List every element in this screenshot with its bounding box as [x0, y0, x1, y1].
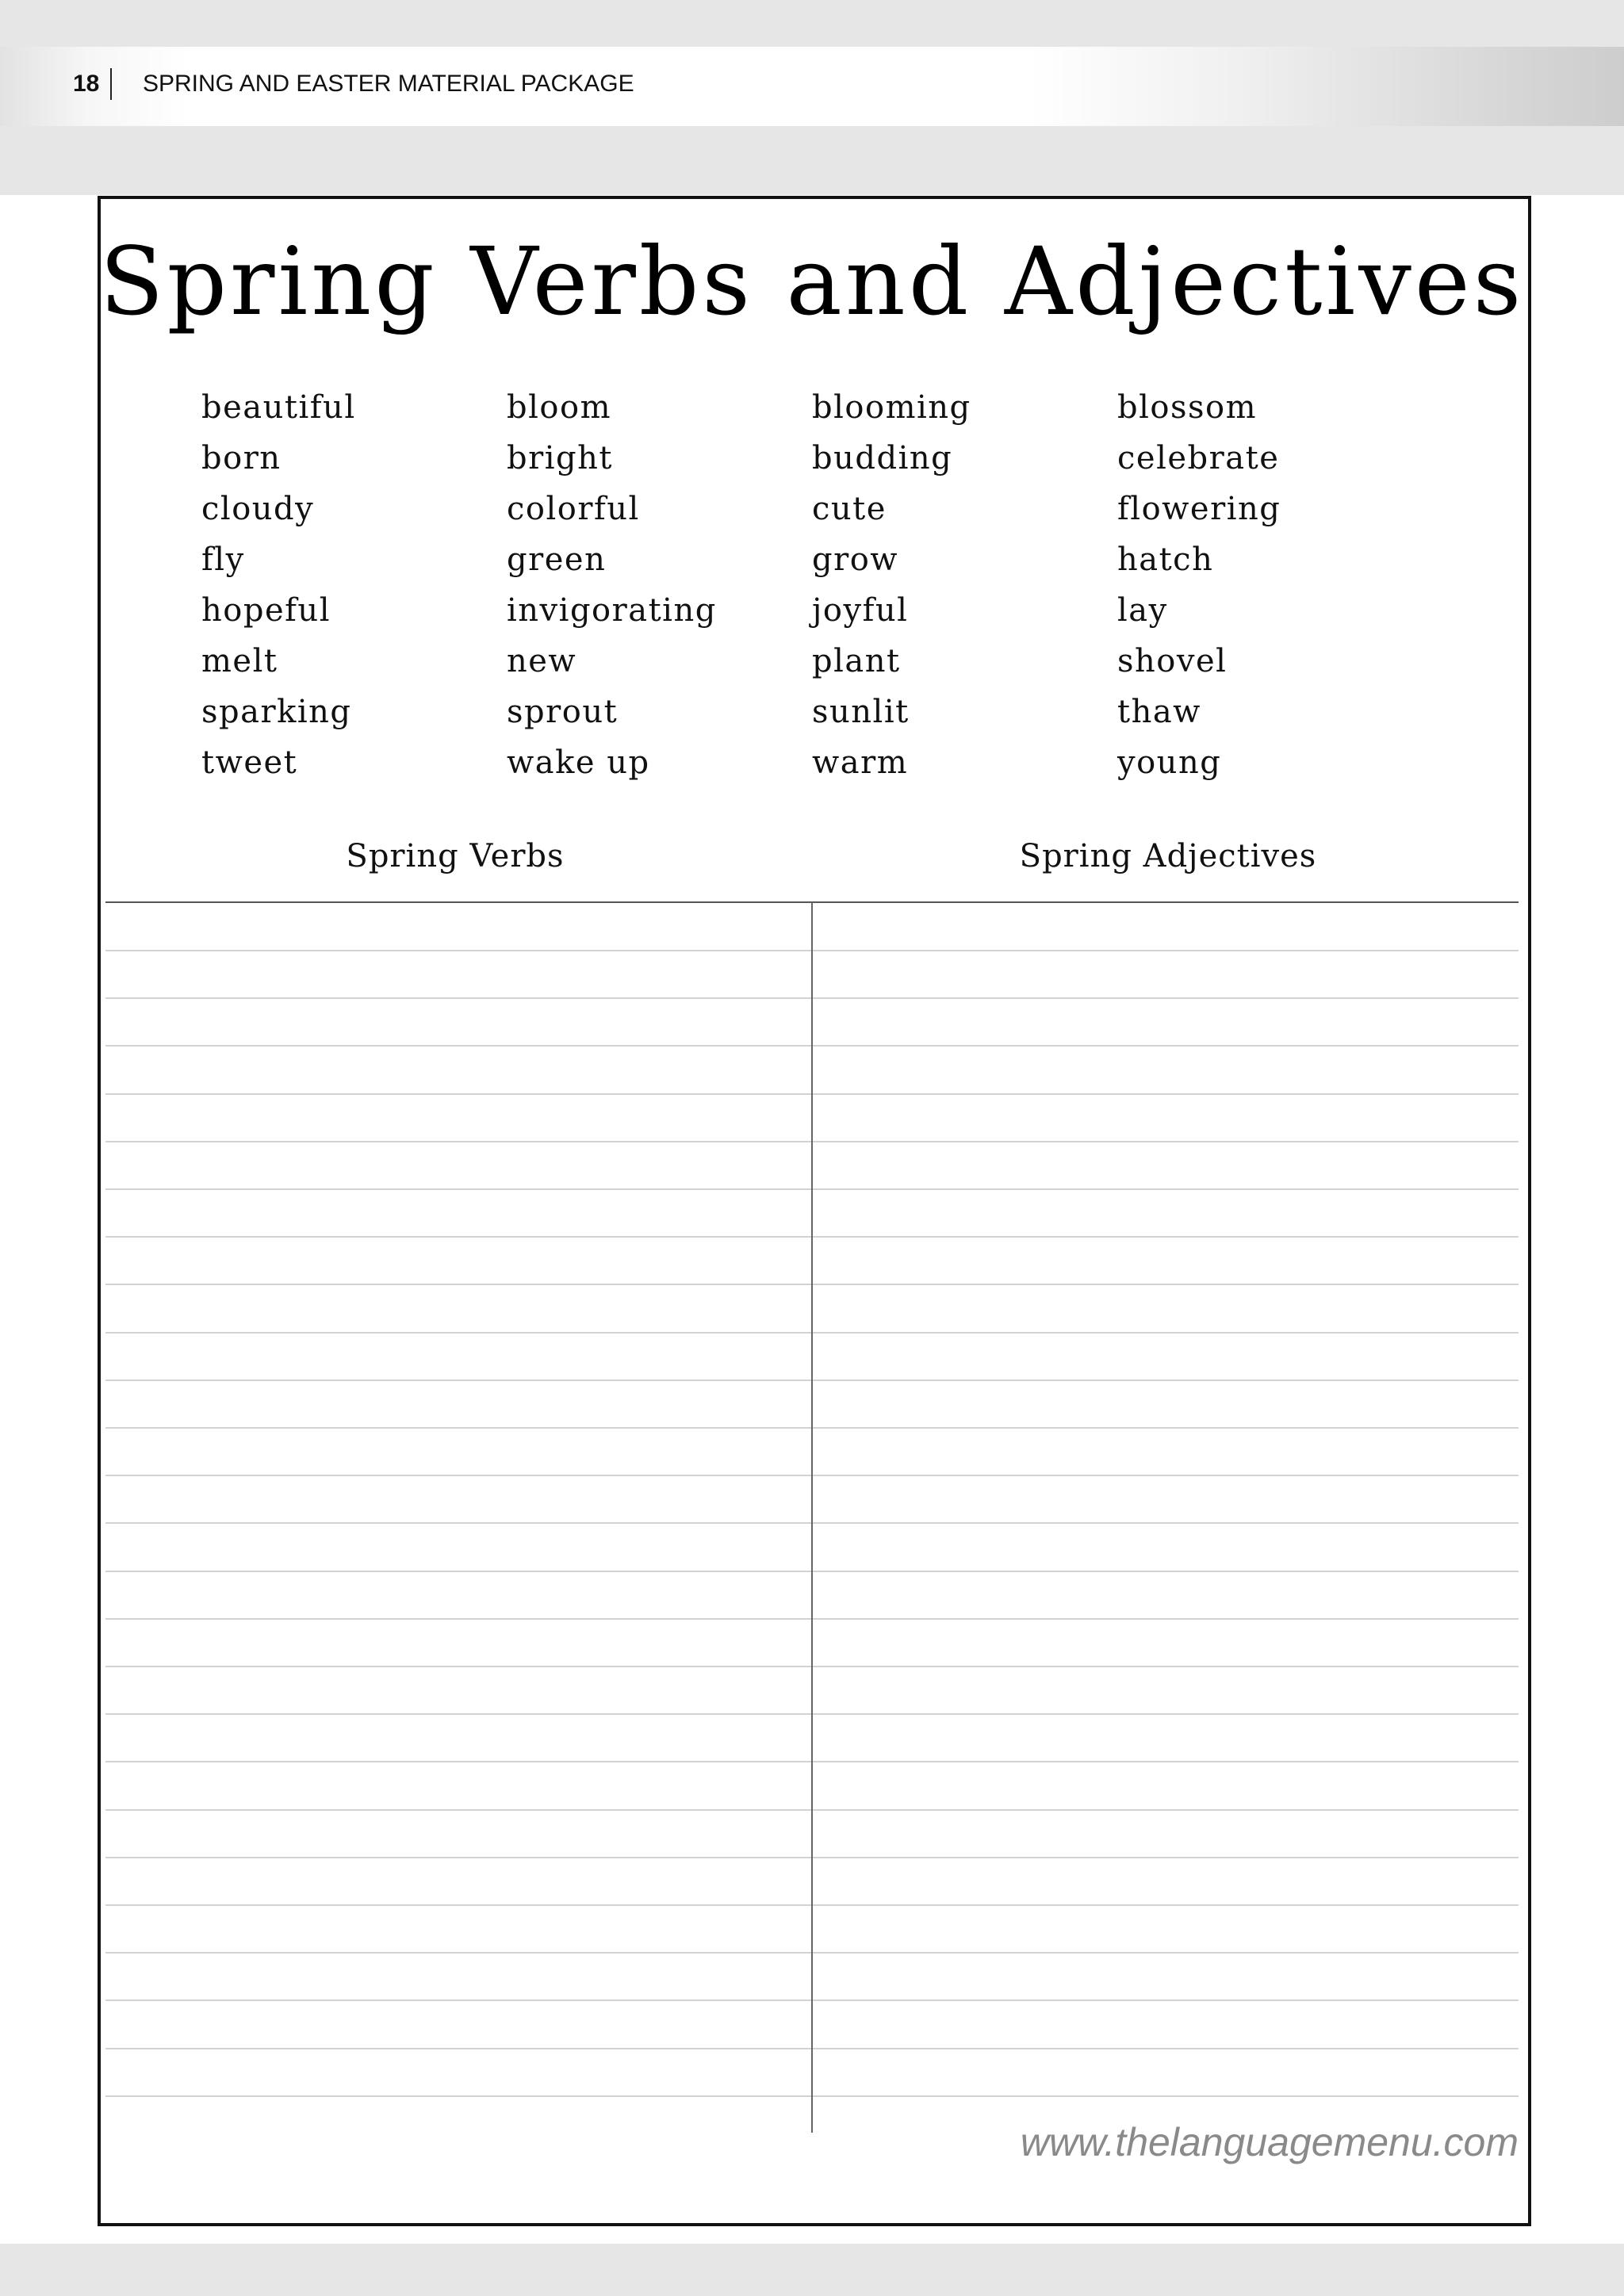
- word-bank-item: sunlit: [812, 694, 910, 730]
- word-bank: [201, 385, 1470, 791]
- word-bank-item: thaw: [1117, 694, 1201, 730]
- word-bank-item: cloudy: [201, 491, 315, 527]
- word-bank-item: lay: [1117, 592, 1168, 629]
- package-title: SPRING AND EASTER MATERIAL PACKAGE: [143, 71, 634, 97]
- word-bank-item: plant: [812, 643, 901, 679]
- verbs-column-heading: Spring Verbs: [346, 838, 565, 874]
- word-bank-item: melt: [201, 643, 278, 679]
- word-bank-item: beautiful: [201, 389, 356, 426]
- word-bank-item: hatch: [1117, 541, 1214, 578]
- word-bank-item: celebrate: [1117, 440, 1280, 476]
- word-bank-item: warm: [812, 744, 909, 781]
- word-bank-item: wake up: [507, 744, 650, 781]
- word-bank-item: grow: [812, 541, 899, 578]
- page-number: 18: [73, 71, 100, 97]
- worksheet-title: Spring Verbs and Adjectives: [99, 227, 1525, 336]
- header-separator: [110, 68, 112, 100]
- word-bank-item: cute: [812, 491, 887, 527]
- word-bank-item: budding: [812, 440, 953, 476]
- word-bank-item: hopeful: [201, 592, 331, 629]
- word-bank-item: bright: [507, 440, 613, 476]
- word-bank-item: invigorating: [507, 592, 717, 629]
- word-bank-item: young: [1117, 744, 1222, 781]
- word-bank-item: green: [507, 541, 607, 578]
- word-bank-item: flowering: [1117, 491, 1281, 527]
- word-bank-item: joyful: [812, 592, 909, 629]
- word-bank-item: colorful: [507, 491, 640, 527]
- column-divider: [811, 902, 813, 2133]
- word-bank-item: tweet: [201, 744, 298, 781]
- word-bank-item: sprout: [507, 694, 619, 730]
- website-url: www.thelanguagemenu.com: [1020, 2120, 1519, 2164]
- word-bank-item: blooming: [812, 389, 971, 426]
- word-bank-item: bloom: [507, 389, 611, 426]
- word-bank-item: blossom: [1117, 389, 1258, 426]
- word-bank-item: shovel: [1117, 643, 1228, 679]
- word-bank-item: sparking: [201, 694, 352, 730]
- word-bank-item: new: [507, 643, 577, 679]
- word-bank-item: born: [201, 440, 282, 476]
- bottom-margin-band: [0, 2244, 1624, 2296]
- adjectives-column-heading: Spring Adjectives: [1019, 838, 1317, 874]
- word-bank-item: fly: [201, 541, 245, 578]
